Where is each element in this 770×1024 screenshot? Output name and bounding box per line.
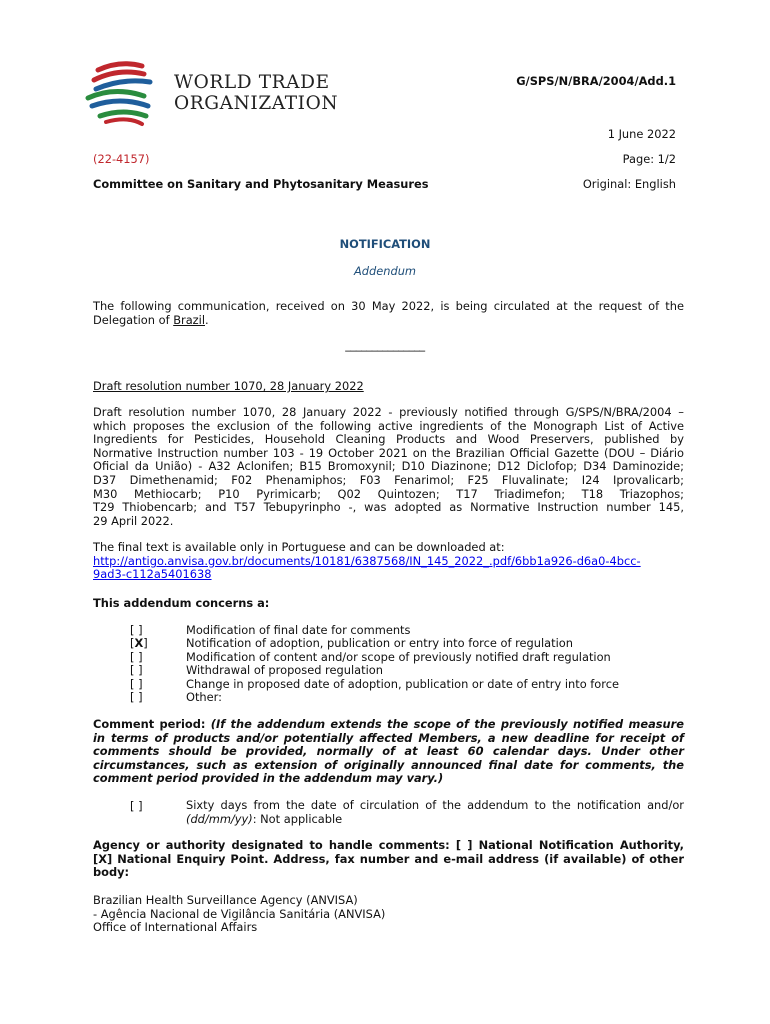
body-line: Oficial da União) - A32 Aclonifen; B15 Bromoxynil; D10 Diazinone; D12 Diclofop; D34 Daminozide;: [93, 459, 684, 474]
addendum-option: [0, 664, 770, 677]
comment-period-paragraph: [93, 718, 684, 786]
option-line-2: [186, 813, 684, 827]
addendum-option: [0, 637, 770, 650]
addendum-option: [0, 651, 770, 664]
org-name-line2: ORGANIZATION: [174, 93, 339, 114]
separator-line: _______________: [345, 338, 425, 352]
wto-logo: [84, 56, 164, 128]
comment-period-label: Comment period:: [93, 717, 206, 731]
body-paragraph: [93, 406, 684, 528]
addendum-options: [0, 624, 770, 704]
committee-name: Committee on Sanitary and Phytosanitary Measures: [93, 177, 429, 191]
notification-title: NOTIFICATION: [339, 237, 431, 251]
comment-period-line: [93, 718, 684, 732]
notification-subtitle: Addendum: [353, 264, 417, 278]
checkbox[interactable]: [ ]: [130, 663, 143, 678]
comment-period-line: circumstances, such as extension of originally announced final date for comments, the: [93, 757, 684, 772]
final-text-intro: The final text is available only in Portuguese and can be downloaded at:: [93, 540, 505, 554]
intro-line-1: The following communication, received on 30 May 2022, is being circulated at the request of the: [93, 299, 684, 313]
agency-line: [X] National Enquiry Point. Address, fax number and e-mail address (if available) of other: [93, 851, 684, 866]
body-line: 29 April 2022.: [93, 513, 174, 528]
checkbox[interactable]: [ ]: [130, 623, 143, 637]
intro-paragraph: [93, 300, 684, 327]
comment-period-option: [186, 799, 684, 826]
body-line: which proposes the exclusion of the following active ingredients of the Monograph List of Active: [93, 418, 684, 433]
bracket-close: ]: [143, 636, 148, 651]
agency-line: Agency or authority designated to handle comments: [ ] National Notification Authority,: [93, 838, 684, 852]
body-line: D37 Dimethenamid; F02 Phenamiphos; F03 Fenarimol; F25 Fluvalinate; I24 Iprovalicarb;: [93, 472, 684, 487]
org-name-line1: WORLD TRADE: [174, 72, 330, 93]
download-link-continued[interactable]: 9ad3-c112a5401638: [93, 567, 212, 582]
agency-paragraph: [93, 839, 684, 880]
country-name: Brazil: [173, 312, 205, 327]
agency-address: [93, 894, 385, 935]
address-line: Office of International Affairs: [93, 920, 258, 935]
address-line: - Agência Nacional de Vigilância Sanitária (ANVISA): [93, 906, 386, 921]
body-line: Ingredients for Pesticides, Household Cleaning Products and Wood Preservers, published by: [93, 432, 684, 447]
agency-line: body:: [93, 865, 130, 880]
intro-prefix: Delegation of: [93, 312, 174, 327]
address-line: Brazilian Health Surveillance Agency (ANVISA): [93, 893, 358, 907]
body-line: Draft resolution number 1070, 28 January 2022 - previously notified through G/SPS/N/BRA/2004 –: [93, 405, 684, 419]
page-indicator: Page: 1/2: [622, 152, 676, 166]
option-label: Other:: [186, 689, 222, 704]
option-line-1: Sixty days from the date of circulation of the addendum to the notification and/or: [186, 798, 684, 812]
addendum-option: [0, 678, 770, 691]
intro-line-2: [93, 314, 684, 328]
body-line: T29 Thiobencarb; and T57 Tebupyrinpho -, was adopted as Normative Instruction number 145,: [93, 500, 684, 515]
final-text-block: [93, 541, 641, 582]
date-format: (dd/mm/yy): [186, 811, 253, 826]
option-label: Change in proposed date of adoption, publication or date of entry into force: [186, 676, 619, 691]
section-title: Draft resolution number 1070, 28 January 2022: [93, 379, 364, 393]
checkbox[interactable]: [ ]: [130, 649, 143, 664]
not-applicable: : Not applicable: [252, 811, 343, 826]
document-symbol: G/SPS/N/BRA/2004/Add.1: [516, 74, 676, 88]
option-label: Notification of adoption, publication or entry into force of regulation: [186, 636, 573, 651]
checkbox-checked[interactable]: [130, 637, 150, 650]
option-label: Modification of final date for comments: [186, 623, 411, 637]
option-label: Modification of content and/or scope of previously notified draft regulation: [186, 649, 611, 664]
checkbox[interactable]: [ ]: [130, 689, 143, 704]
addendum-option: [0, 691, 770, 704]
document-number: (22-4157): [93, 152, 150, 166]
download-link[interactable]: http://antigo.anvisa.gov.br/documents/10181/6387568/IN_145_2022_.pdf/6bb1a926-d6a0-4bcc-: [93, 553, 641, 568]
addendum-heading: This addendum concerns a:: [93, 596, 270, 610]
checkbox[interactable]: [ ]: [130, 676, 143, 691]
comment-period-text: (If the addendum extends the scope of the previously notified measure: [210, 717, 685, 731]
comment-period-checkbox[interactable]: [ ]: [130, 799, 143, 813]
intro-suffix: .: [205, 312, 209, 327]
comment-period-line: comments should be provided, normally of at least 60 calendar days. Under other: [93, 744, 684, 759]
bracket-open: [: [130, 636, 135, 651]
check-mark: X: [134, 636, 144, 651]
addendum-option: [0, 624, 770, 637]
body-line: M30 Methiocarb; P10 Pyrimicarb; Q02 Quintozen; T17 Triadimefon; T18 Triazophos;: [93, 486, 684, 501]
body-line: Normative Instruction number 103 - 19 October 2021 on the Brazilian Official Gazette (DOU – Diário: [93, 445, 684, 460]
option-label: Withdrawal of proposed regulation: [186, 663, 383, 678]
document-date: 1 June 2022: [607, 127, 676, 141]
comment-period-line: comment period provided in the addendum may vary.): [93, 771, 444, 786]
original-language: Original: English: [582, 177, 676, 191]
comment-period-line: in terms of products and/or potentially affected Members, a new deadline for receipt of: [93, 730, 684, 745]
